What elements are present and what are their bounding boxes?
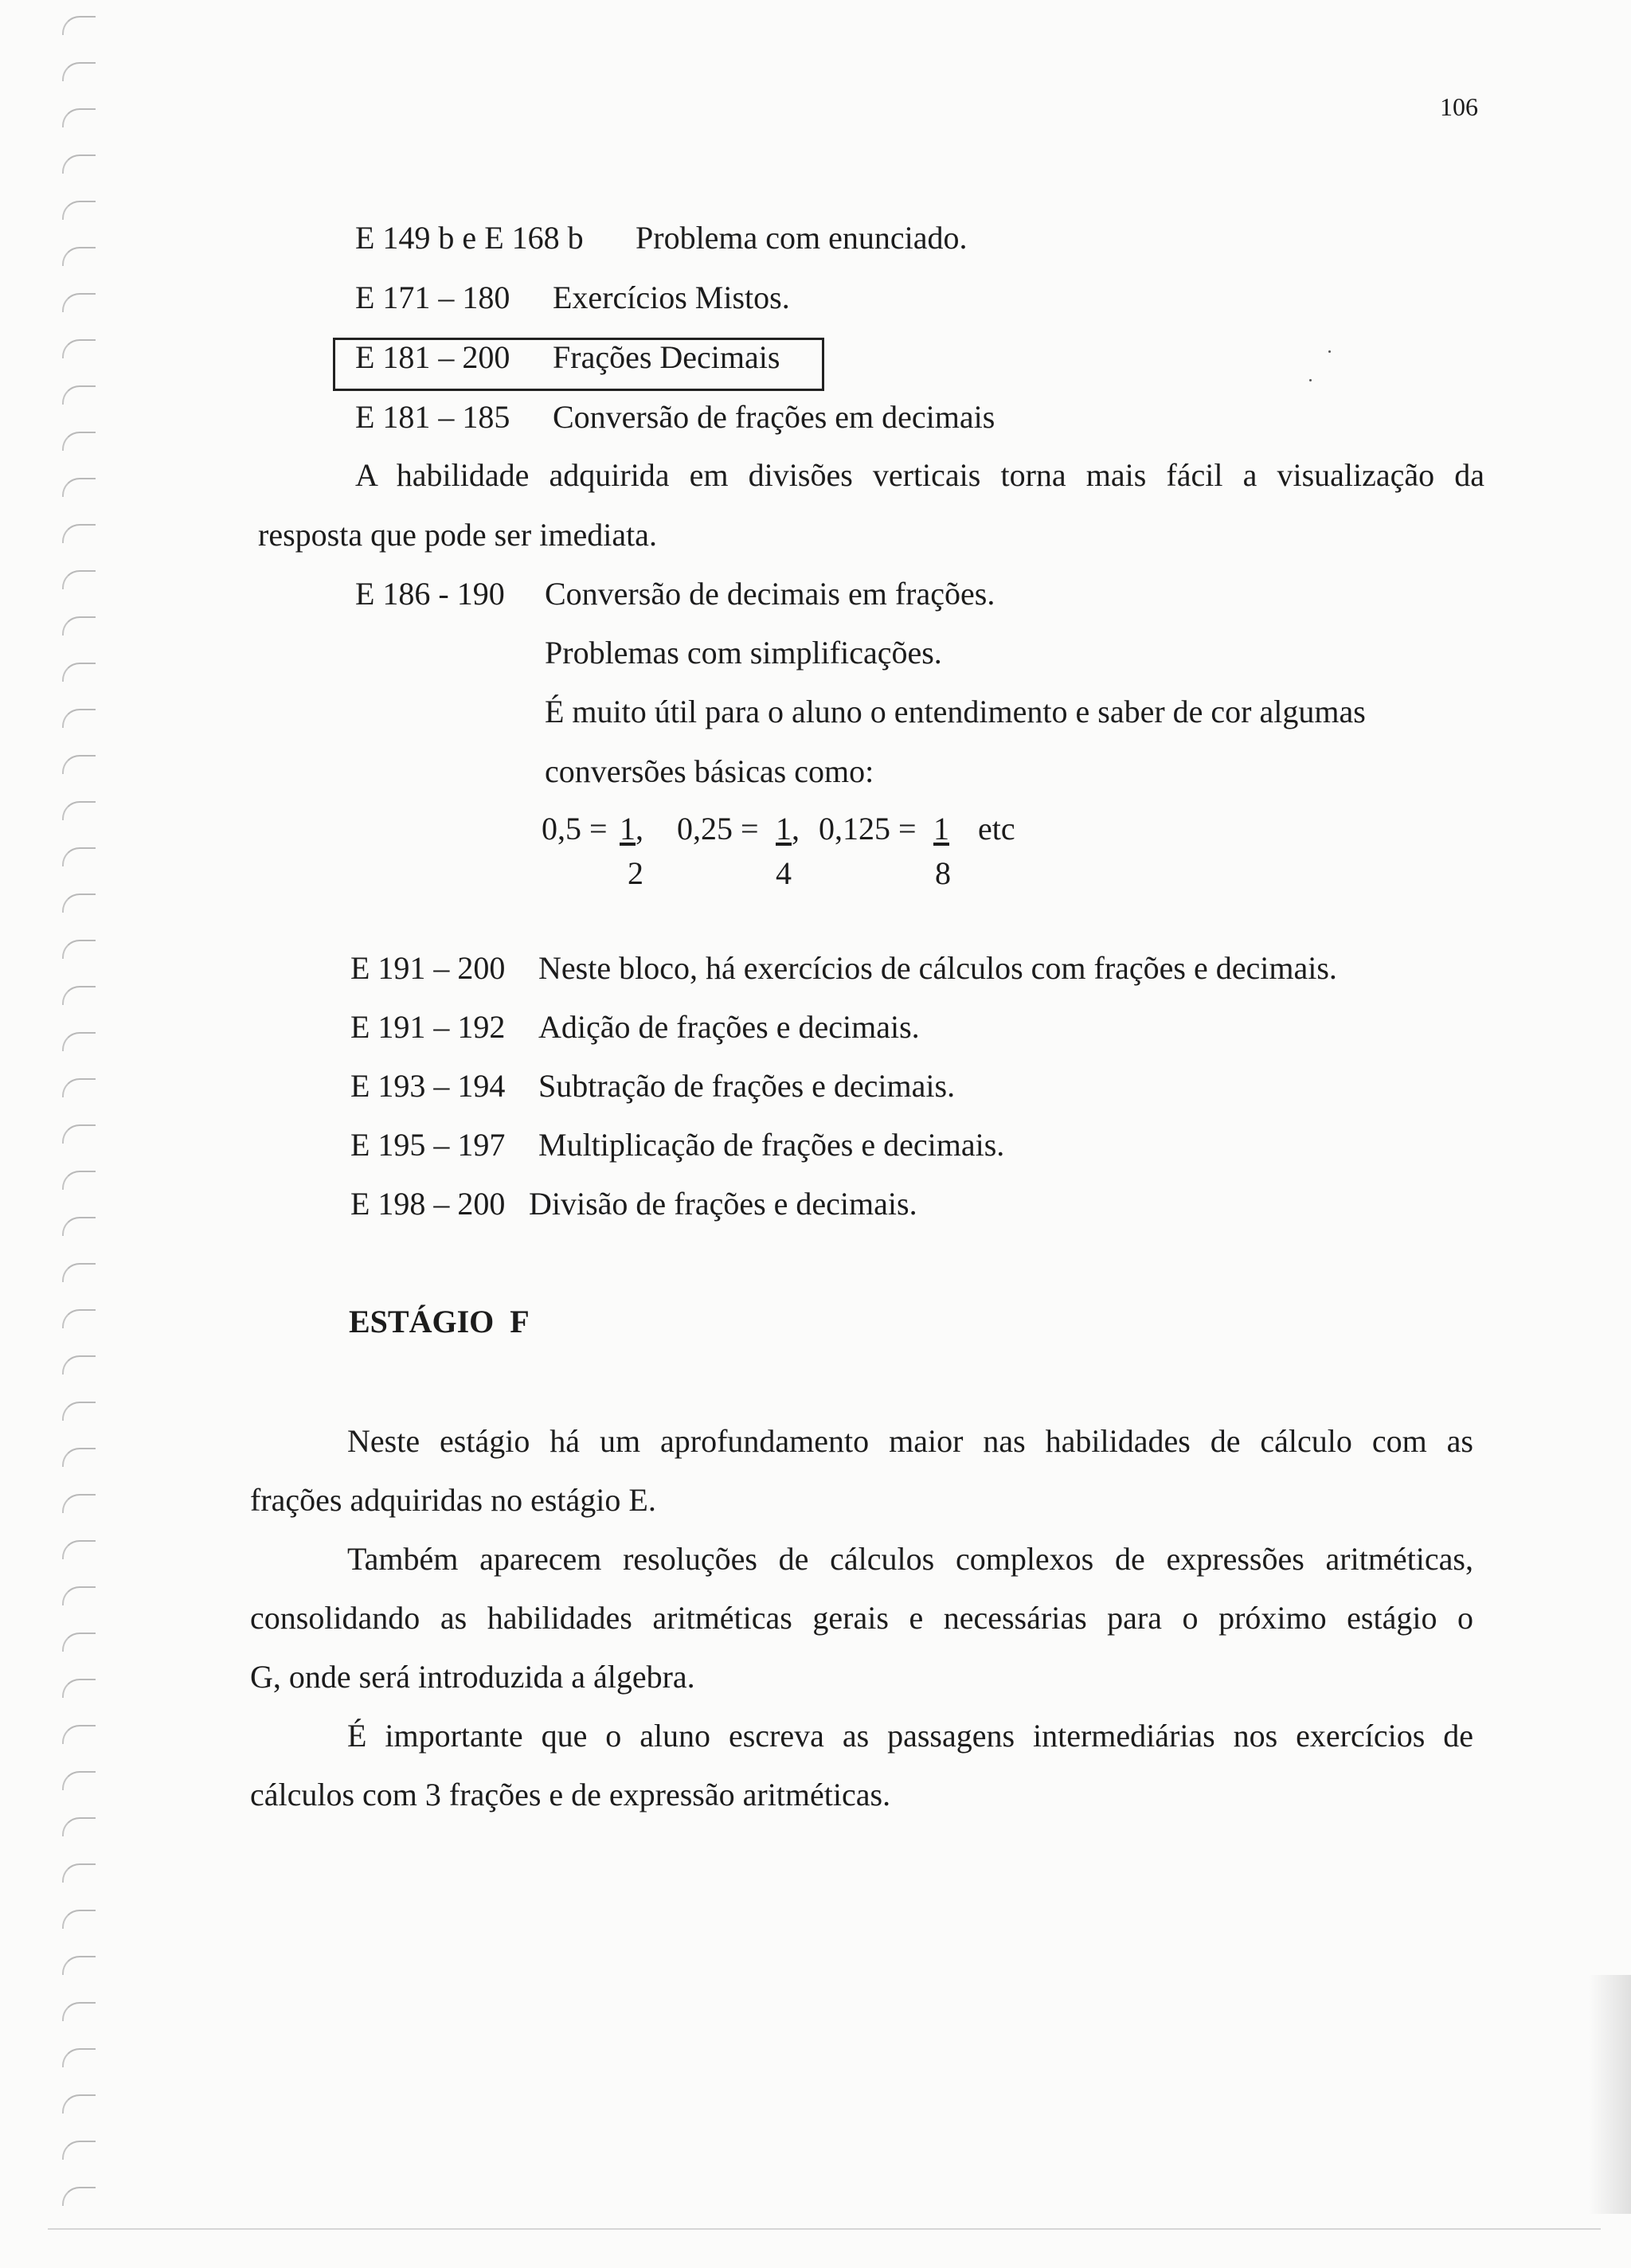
- conversion-numerator: 1: [933, 811, 949, 847]
- entry-desc: Frações Decimais: [553, 339, 780, 375]
- binding-hole: [62, 1078, 96, 1097]
- page-number: 106: [1440, 92, 1478, 121]
- entry-subline: conversões básicas como:: [545, 753, 874, 789]
- binding-hole: [62, 1725, 96, 1744]
- binding-hole: [62, 432, 96, 451]
- entry-desc: Multiplicação de frações e decimais.: [538, 1127, 1005, 1163]
- binding-hole: [62, 847, 96, 866]
- spiral-binding-holes: [62, 16, 110, 2230]
- binding-hole: [62, 201, 96, 220]
- binding-hole: [62, 524, 96, 543]
- conversion-denominator: 4: [776, 855, 792, 891]
- entry-subline: Problemas com simplificações.: [545, 635, 942, 671]
- paragraph-line: Neste estágio há um aprofundamento maior nas habilidades de cálculo com as: [347, 1423, 1473, 1459]
- binding-hole: [62, 755, 96, 774]
- binding-hole: [62, 663, 96, 682]
- entry-code: E 186 - 190: [355, 576, 505, 612]
- paragraph-line: É importante que o aluno escreva as passagens intermediárias nos exercícios de: [347, 1718, 1473, 1754]
- binding-hole: [62, 1402, 96, 1421]
- section-heading: ESTÁGIO F: [349, 1304, 530, 1339]
- binding-hole: [62, 154, 96, 174]
- entry-subline: É muito útil para o aluno o entendimento e saber de cor algumas: [545, 694, 1366, 729]
- binding-hole: [62, 16, 96, 35]
- conversion-numerator: 1: [776, 811, 792, 847]
- binding-hole: [62, 1124, 96, 1144]
- binding-hole: [62, 1263, 96, 1282]
- binding-hole: [62, 1540, 96, 1559]
- binding-hole: [62, 2187, 96, 2206]
- entry-code: E 181 – 200: [355, 339, 510, 375]
- binding-hole: [62, 1817, 96, 1836]
- entry-code: E 195 – 197: [350, 1127, 506, 1163]
- paragraph-line: G, onde será introduzida a álgebra.: [250, 1659, 695, 1695]
- binding-hole: [62, 1910, 96, 1929]
- binding-hole: [62, 1956, 96, 1975]
- binding-hole: [62, 293, 96, 312]
- binding-hole: [62, 2002, 96, 2021]
- binding-hole: [62, 247, 96, 266]
- scan-speck: [1309, 379, 1312, 381]
- binding-hole: [62, 1032, 96, 1051]
- binding-hole: [62, 2094, 96, 2114]
- conversion-separator: ,: [792, 811, 800, 847]
- entry-desc: Problema com enunciado.: [636, 220, 968, 256]
- paragraph-line: consolidando as habilidades aritméticas gerais e necessárias para o próximo estágio o: [250, 1600, 1473, 1636]
- binding-hole: [62, 894, 96, 913]
- entry-desc: Conversão de frações em decimais: [553, 399, 995, 435]
- entry-desc: Adição de frações e decimais.: [538, 1009, 920, 1045]
- scan-shadow: [1589, 1975, 1631, 2214]
- entry-code: E 171 – 180: [355, 280, 510, 315]
- binding-hole: [62, 1171, 96, 1190]
- paragraph-line: Também aparecem resoluções de cálculos complexos de expressões aritméticas,: [347, 1541, 1473, 1577]
- entry-desc: Subtração de frações e decimais.: [538, 1068, 956, 1104]
- binding-hole: [62, 1771, 96, 1790]
- entry-code: E 149 b e E 168 b: [355, 220, 584, 256]
- entry-code: E 191 – 192: [350, 1009, 506, 1045]
- entry-code: E 198 – 200: [350, 1186, 506, 1222]
- conversion-denominator: 2: [628, 855, 643, 891]
- binding-hole: [62, 1494, 96, 1513]
- conversion-numerator: 1: [620, 811, 636, 847]
- conversion-denominator: 8: [935, 855, 951, 891]
- entry-code: E 193 – 194: [350, 1068, 506, 1104]
- conversion-decimal: 0,25 =: [677, 811, 759, 847]
- binding-hole: [62, 339, 96, 358]
- binding-hole: [62, 986, 96, 1005]
- paragraph-line: cálculos com 3 frações e de expressão aritméticas.: [250, 1777, 891, 1812]
- binding-hole: [62, 2048, 96, 2067]
- binding-hole: [62, 1679, 96, 1698]
- paragraph-line: resposta que pode ser imediata.: [258, 517, 657, 553]
- entry-code: E 181 – 185: [355, 399, 510, 435]
- binding-hole: [62, 1217, 96, 1236]
- paragraph-line: frações adquiridas no estágio E.: [250, 1482, 656, 1518]
- binding-hole: [62, 478, 96, 497]
- page-edge: [48, 2228, 1601, 2230]
- entry-code: E 191 – 200: [350, 950, 506, 986]
- binding-hole: [62, 62, 96, 81]
- binding-hole: [62, 940, 96, 959]
- binding-hole: [62, 385, 96, 405]
- conversion-separator: ,: [636, 811, 643, 847]
- paragraph-line: A habilidade adquirida em divisões verticais torna mais fácil a visualização da: [355, 457, 1484, 493]
- conversion-decimal: 0,5 =: [542, 811, 608, 847]
- entry-desc: Conversão de decimais em frações.: [545, 576, 995, 612]
- binding-hole: [62, 709, 96, 728]
- binding-hole: [62, 1309, 96, 1328]
- binding-hole: [62, 1633, 96, 1652]
- binding-hole: [62, 801, 96, 820]
- conversion-decimal: 0,125 =: [819, 811, 917, 847]
- entry-desc: Neste bloco, há exercícios de cálculos com frações e decimais.: [538, 950, 1337, 986]
- entry-desc: Divisão de frações e decimais.: [529, 1186, 917, 1222]
- binding-hole: [62, 108, 96, 127]
- scan-speck: [1328, 350, 1331, 353]
- binding-hole: [62, 1355, 96, 1374]
- binding-hole: [62, 616, 96, 635]
- binding-hole: [62, 1448, 96, 1467]
- entry-desc: Exercícios Mistos.: [553, 280, 790, 315]
- binding-hole: [62, 1586, 96, 1605]
- binding-hole: [62, 570, 96, 589]
- conversion-suffix: etc: [978, 811, 1015, 847]
- binding-hole: [62, 2141, 96, 2160]
- binding-hole: [62, 1863, 96, 1883]
